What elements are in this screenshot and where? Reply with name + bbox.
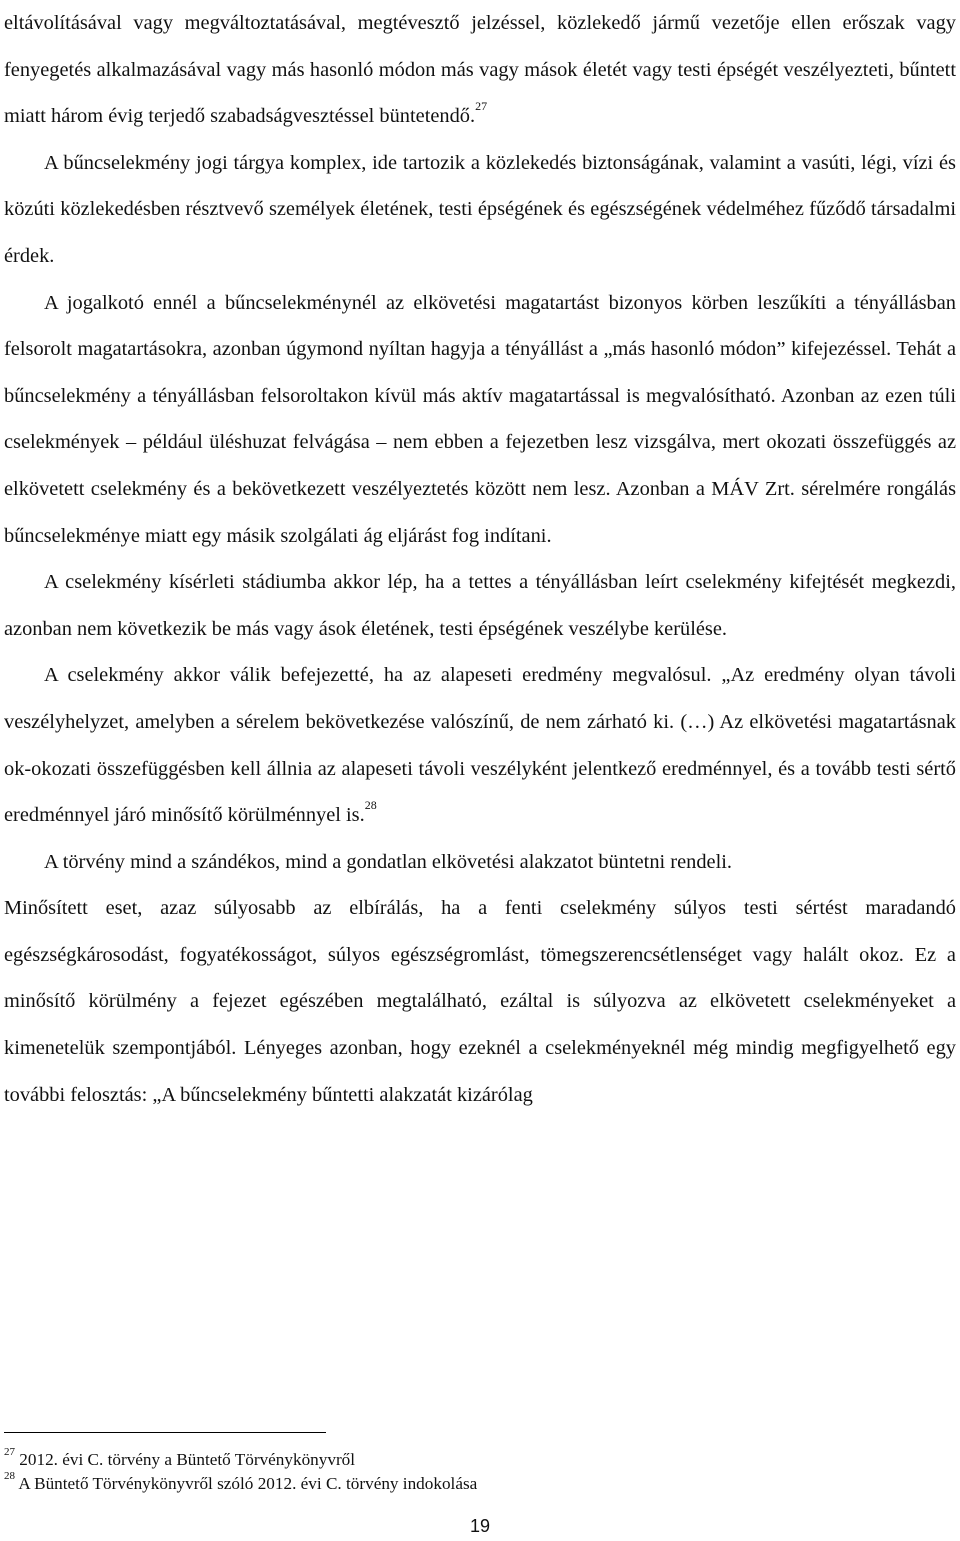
footnote-ref-28[interactable]: 28 [364,798,377,813]
paragraph-text: eltávolításával vagy megváltoztatásával, megtévesztő jelzéssel, közlekedő jármű vezetője ellen erőszak vagy fenyegetés alkalmazásával vagy más hasonló módon más vagy mások életét vagy testi épségét veszélyezteti, bűntett miatt három évig terjedő szabadságvesztéssel büntetendő. [4,12,956,128]
paragraph-text: A törvény mind a szándékos, mind a gondatlan elkövetési alakzatot büntetni rendeli. [44,850,732,873]
footnote-text: 2012. évi C. törvény a Büntető Törvénykönyvről [19,1450,356,1469]
paragraph-text: A cselekmény kísérleti stádiumba akkor lép, ha a tettes a tényállásban leírt cselekmény kifejtését megkezdi, azonban nem következik be más vagy ások életének, testi épségének veszélybe kerülése. [4,571,956,640]
paragraph-intent [4,839,956,886]
paragraph-completion [4,652,956,838]
footnote-number: 27 [4,1446,15,1459]
paragraph-attempt [4,559,956,652]
paragraph-conduct [4,280,956,560]
footnote-ref-27[interactable]: 27 [475,99,488,114]
footnotes [4,1448,944,1496]
footnote-28 [4,1472,944,1496]
paragraph-text: A cselekmény akkor válik befejezetté, ha az alapeseti eredmény megvalósul. „Az eredmény olyan távoli veszélyhelyzet, amelyben a sérelem bekövetkezése valószínű, de nem zárható ki. (…) Az elkövetési magatartásnak ok-okozati összefüggésben kell állnia az alapeseti távoli veszélyként jelentkező eredménnyel, és a tovább testi sértő eredménnyel járó minősítő körülménnyel is. [4,664,956,827]
page-number: 19 [469,1516,491,1536]
paragraph-text: Minősített eset, azaz súlyosabb az elbírálás, ha a fenti cselekmény súlyos testi sértést maradandó egészségkárosodást, fogyatékosságot, súlyos egészségromlást, tömegszerencsétlenséget vagy halált okoz. Ez a minősítő körülmény a fejezet egészében megtalálható, ezáltal is súlyozva az elkövetett cselekményeket a kimenetelük szempontjából. Lényeges azonban, hogy ezeknél a cselekményeknél még mindig megfigyelhető egy további felosztás: „A bűncselekmény bűntetti alakzatát kizárólag [4,897,956,1106]
paragraph-continuation [4,0,956,140]
body-text [4,0,956,1118]
footnote-text: A Büntető Törvénykönyvről szóló 2012. évi C. törvény indokolása [18,1474,478,1493]
footnote-27 [4,1448,944,1472]
footnote-separator [4,1432,326,1433]
footnote-number: 28 [4,1470,15,1483]
paragraph-text: A bűncselekmény jogi tárgya komplex, ide tartozik a közlekedés biztonságának, valamint a vasúti, légi, vízi és közúti közlekedésben résztvevő személyek életének, testi épségének és egészségének védelméhez fűződő társadalmi érdek. [4,151,956,267]
paragraph-text: A jogalkotó ennél a bűncselekménynél az elkövetési magatartást bizonyos körben leszűkíti a tényállásban felsorolt magatartásokra, azonban úgymond nyíltan hagyja a tényállást a „más hasonló módon” kifejezéssel. Tehát a bűncselekmény a tényállásban felsoroltakon kívül más aktív magatartással is megvalósítható. Azonban az ezen túli cselekmények – például üléshuzat felvágása – nem ebben a fejezetben lesz vizsgálva, mert okozati összefüggés az elkövetett cselekmény és a bekövetkezett veszélyeztetés között nem lesz. Azonban a MÁV Zrt. sérelmére rongálás bűncselekménye miatt egy másik szolgálati ág eljárást fog indítani. [4,291,956,547]
paragraph-aggravated [4,885,956,1118]
paragraph-legal-object [4,140,956,280]
